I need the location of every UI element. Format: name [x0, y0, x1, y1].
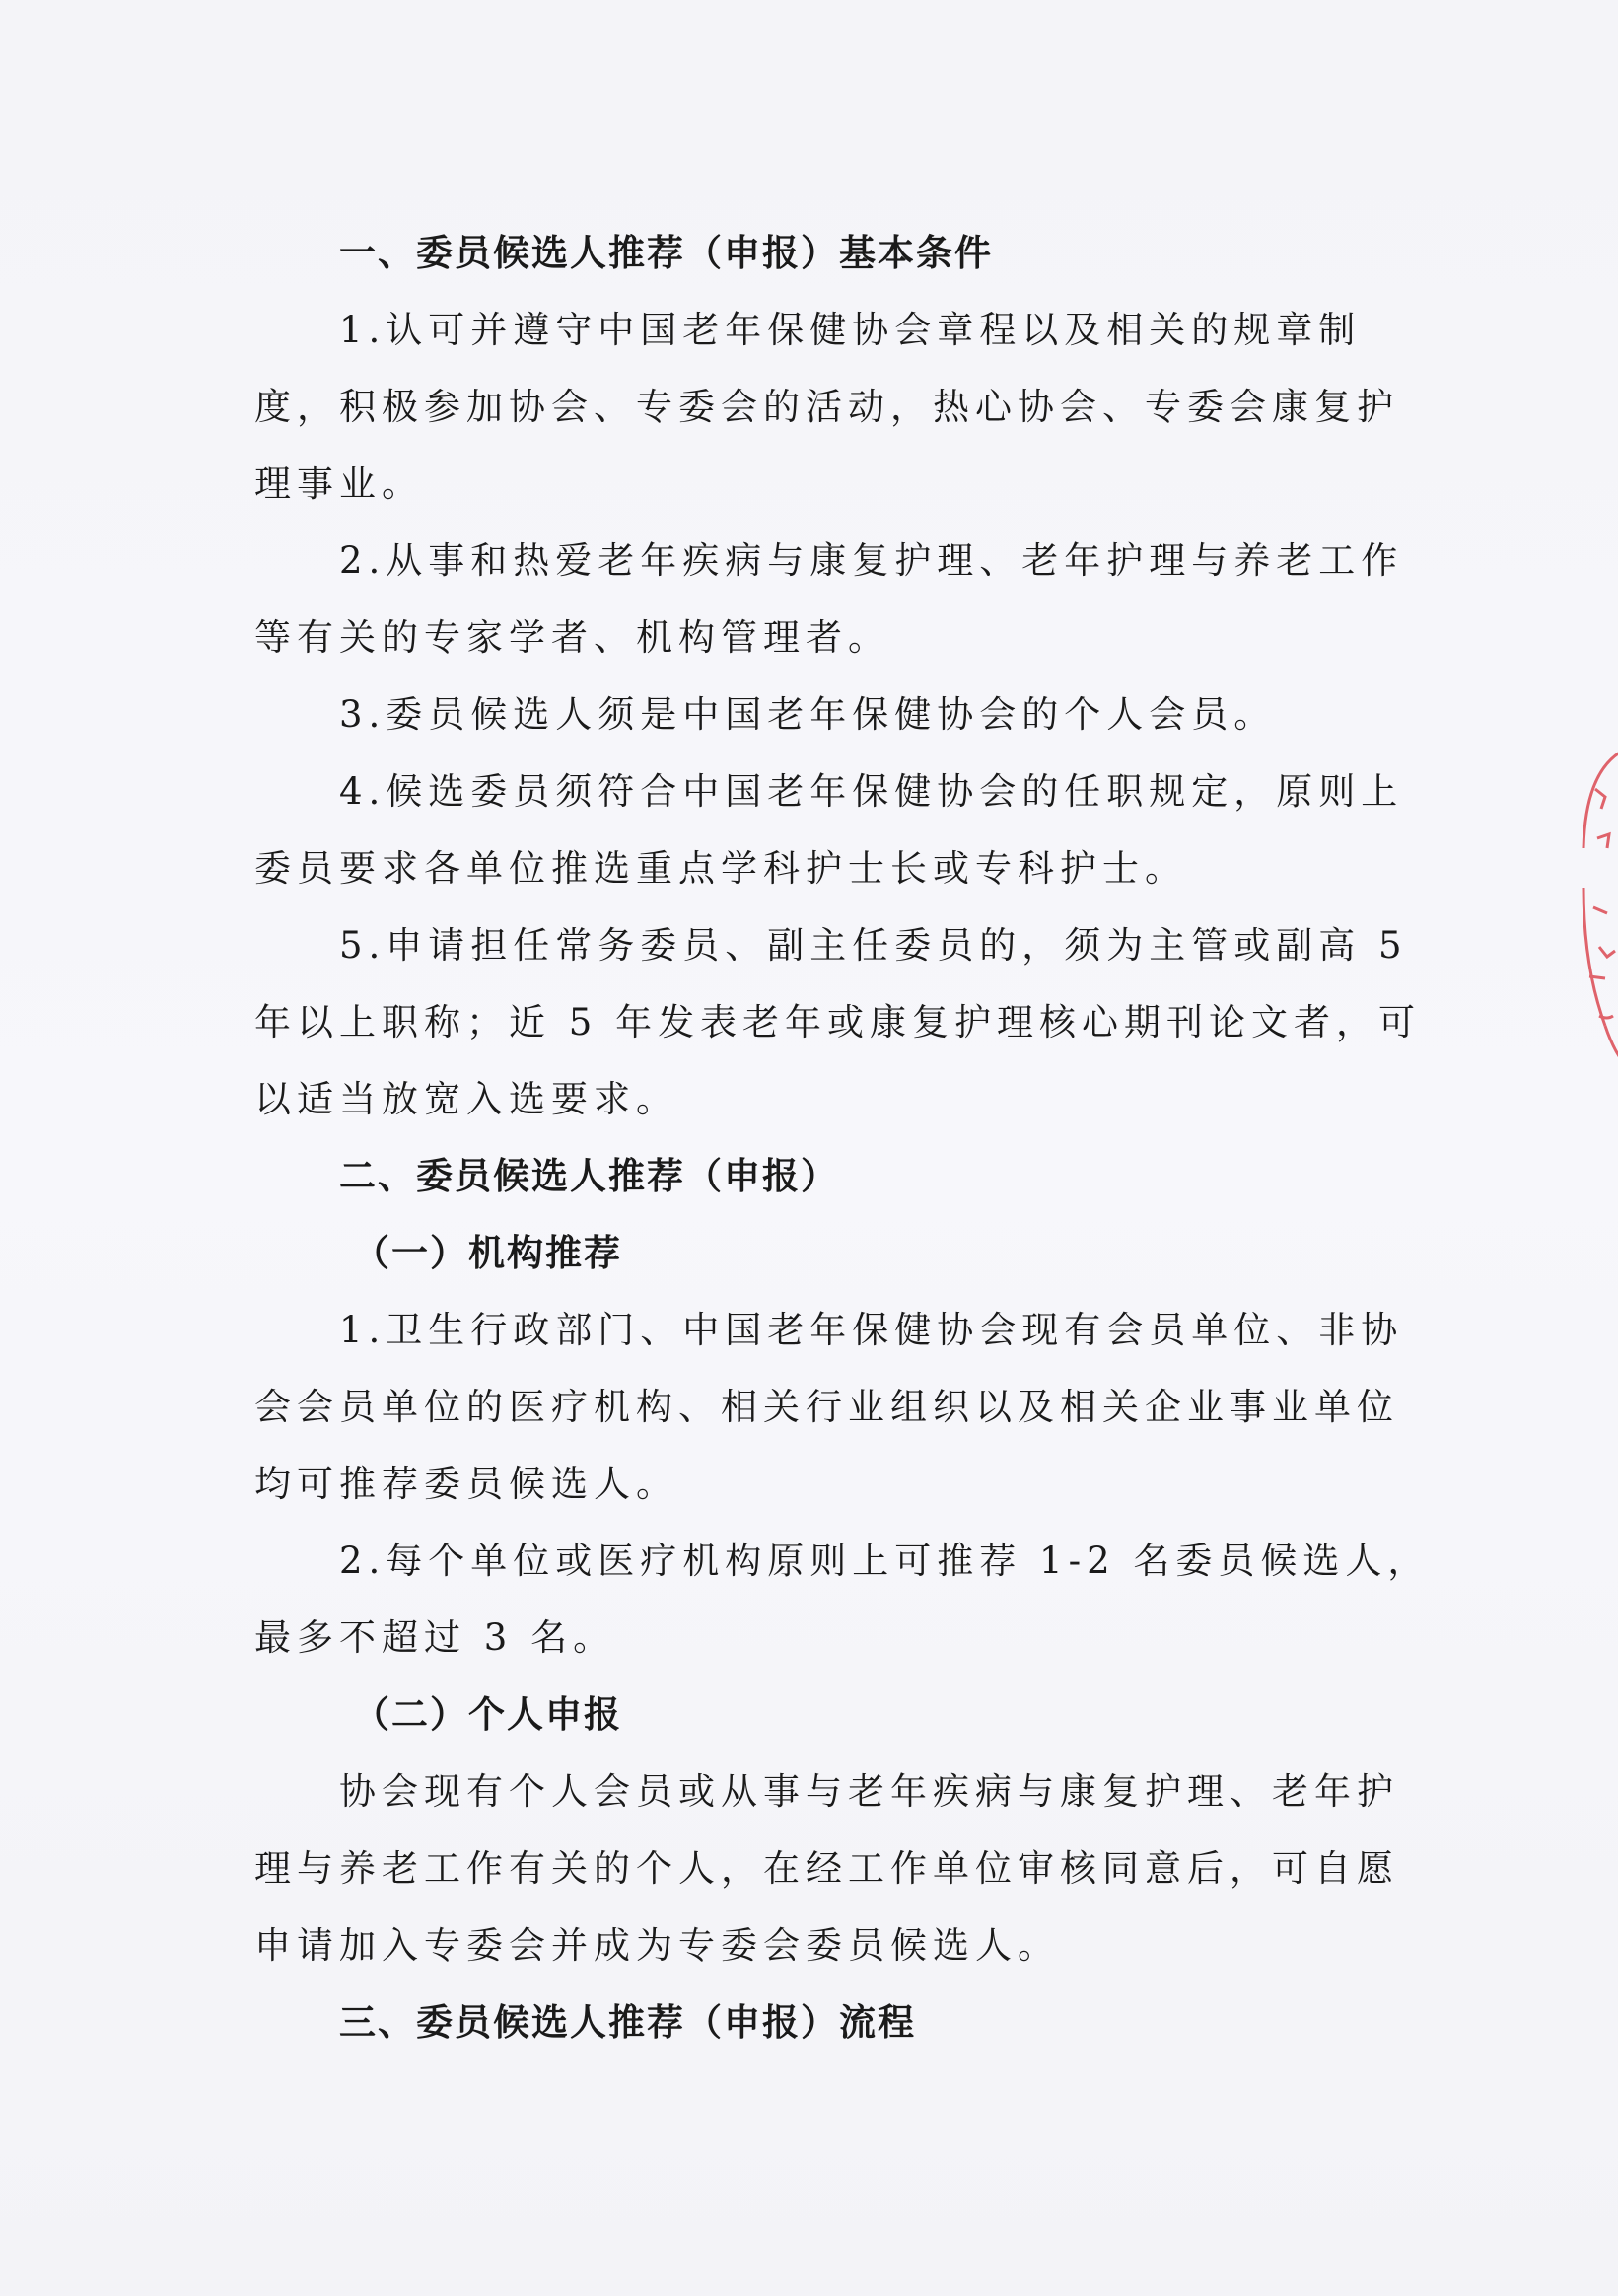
- paragraph-line: 度，积极参加协会、专委会的活动，热心协会、专委会康复护: [254, 386, 1399, 428]
- paragraph-line: 5.申请担任常务委员、副主任委员的，须为主管或副高 5: [339, 924, 1408, 967]
- paragraph-line: 理与养老工作有关的个人，在经工作单位审核同意后，可自愿: [254, 1847, 1399, 1890]
- paragraph-line: 均可推荐委员候选人。: [254, 1463, 678, 1505]
- paragraph-line: 委员要求各单位推选重点学科护士长或专科护士。: [254, 847, 1187, 890]
- paragraph-line: 2.每个单位或医疗机构原则上可推荐 1-2 名委员候选人，: [339, 1540, 1431, 1582]
- paragraph-line: 理事业。: [254, 463, 424, 505]
- paragraph-line: 等有关的专家学者、机构管理者。: [254, 616, 890, 659]
- partial-seal-stamp: [1576, 730, 1618, 1085]
- section-heading-3: 三、委员候选人推荐（申报）流程: [339, 2001, 916, 2044]
- section-heading-1: 一、委员候选人推荐（申报）基本条件: [339, 232, 993, 274]
- section-heading-2: 二、委员候选人推荐（申报）: [339, 1155, 839, 1197]
- subsection-heading-institution: （一）机构推荐: [353, 1232, 622, 1274]
- paragraph-line: 申请加入专委会并成为专委会委员候选人。: [254, 1924, 1060, 1967]
- document-body: [254, 215, 1431, 2061]
- paragraph-line: 年以上职称；近 5 年发表老年或康复护理核心期刊论文者，可: [254, 1001, 1422, 1043]
- paragraph-line: 以适当放宽入选要求。: [254, 1078, 678, 1120]
- paragraph-line: 1.认可并遵守中国老年保健协会章程以及相关的规章制: [339, 309, 1362, 351]
- paragraph-line: 最多不超过 3 名。: [254, 1616, 616, 1659]
- paragraph-line: 会会员单位的医疗机构、相关行业组织以及相关企业事业单位: [254, 1386, 1399, 1428]
- paragraph-line: 4.候选委员须符合中国老年保健协会的任职规定，原则上: [339, 770, 1404, 813]
- paragraph-line: 3.委员候选人须是中国老年保健协会的个人会员。: [339, 693, 1277, 736]
- subsection-heading-individual: （二）个人申报: [353, 1693, 622, 1736]
- paragraph-line: 协会现有个人会员或从事与老年疾病与康复护理、老年护: [339, 1770, 1399, 1813]
- paragraph-line: 1.卫生行政部门、中国老年保健协会现有会员单位、非协: [339, 1309, 1404, 1351]
- paragraph-line: 2.从事和热爱老年疾病与康复护理、老年护理与养老工作: [339, 539, 1404, 582]
